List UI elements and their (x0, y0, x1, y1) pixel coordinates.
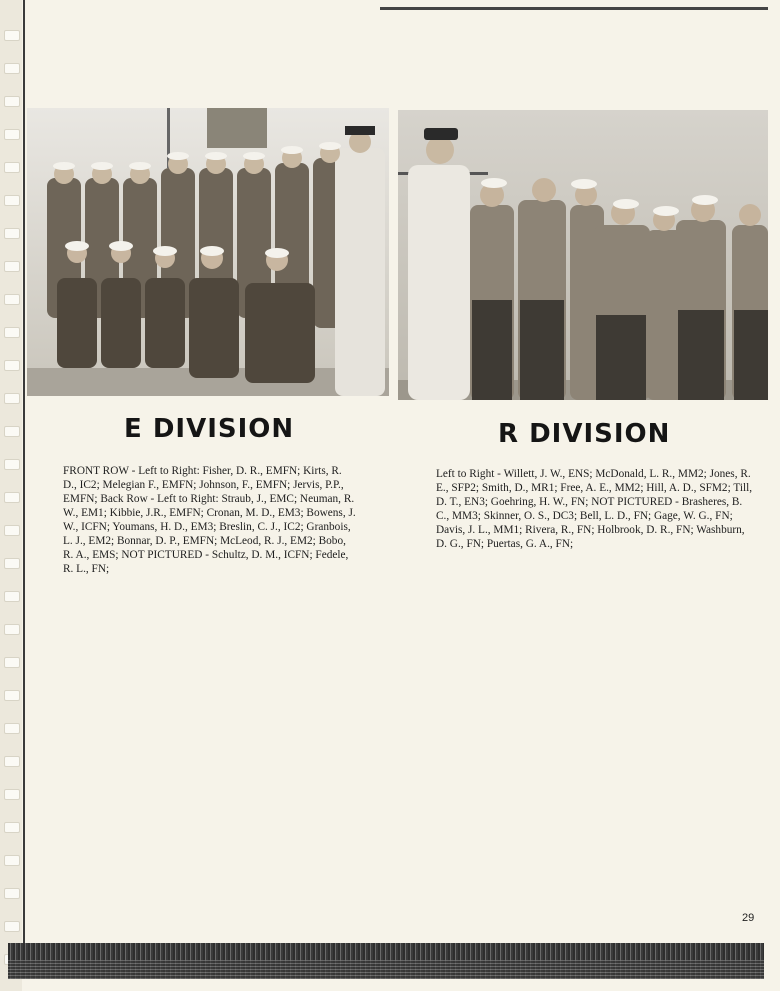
binding-hole (4, 261, 20, 272)
binding-hole (4, 195, 20, 206)
e-division-heading: E DIVISION (124, 414, 295, 444)
binding-hole (4, 294, 20, 305)
bottom-band-texture (8, 960, 764, 979)
binding-hole (4, 393, 20, 404)
binding-hole (4, 921, 20, 932)
binding-hole (4, 657, 20, 668)
r-division-photo (398, 110, 768, 400)
binding-hole (4, 822, 20, 833)
binding-hole (4, 327, 20, 338)
page-number: 29 (742, 912, 755, 924)
e-division-photo (27, 108, 389, 396)
binding-hole (4, 558, 20, 569)
binding-hole (4, 426, 20, 437)
binding-hole (4, 855, 20, 866)
e-division-caption: FRONT ROW - Left to Right: Fisher, D. R., EMFN; Kirts, R. D., IC2; Melegian F., EMFN; Johnson, F., EMFN; Jervis, P.P., EMFN; Back Row - Left to Right: Straub, J., EMC; Neuman, R. W., EM1; Kibbie, J.R., EMFN; Cronan, M. D., EM3; Bowens, J. W., ICFN; Youmans, H. D., EM3; Breslin, C. J., IC2; Granbois, L. J., EM2; Bonnar, D. P., EMFN; McLeod, R. J., EM2; Bobo, R. A., EMS; NOT PICTURED - Schultz, D. M., ICFN; Fedele, R. L., FN; (63, 465, 356, 575)
binding-hole (4, 162, 20, 173)
binding-hole (4, 129, 20, 140)
binding-holes (0, 0, 22, 991)
binding-hole (4, 789, 20, 800)
binding-hole (4, 360, 20, 371)
binding-hole (4, 624, 20, 635)
binding-hole (4, 63, 20, 74)
binding-hole (4, 96, 20, 107)
binding-hole (4, 591, 20, 602)
binding-edge-line (23, 0, 25, 960)
binding-hole (4, 690, 20, 701)
r-division-caption: Left to Right - Willett, J. W., ENS; McDonald, L. R., MM2; Jones, R. E., SFP2; Smith, D., MR1; Free, A. E., MM2; Hill, A. D., SFM2; Till, D. T., EN3; Goehring, H. W., FN; NOT PICTURED - Brasheres, B. C., MM3; Skinner, O. S., DC3; Bell, L. D., FN; Gage, W. G., FN; Davis, J. L., MM1; Rivera, R., FN; Holbrook, D. R., FN; Washburn, D. G., FN; Puertas, G. A., FN; (436, 468, 753, 550)
binding-hole (4, 525, 20, 536)
r-division-heading: R DIVISION (498, 419, 671, 449)
top-rule (380, 7, 768, 10)
binding-hole (4, 756, 20, 767)
binding-hole (4, 228, 20, 239)
binding-hole (4, 459, 20, 470)
binding-hole (4, 492, 20, 503)
binding-hole (4, 888, 20, 899)
binding-hole (4, 30, 20, 41)
binding-hole (4, 723, 20, 734)
